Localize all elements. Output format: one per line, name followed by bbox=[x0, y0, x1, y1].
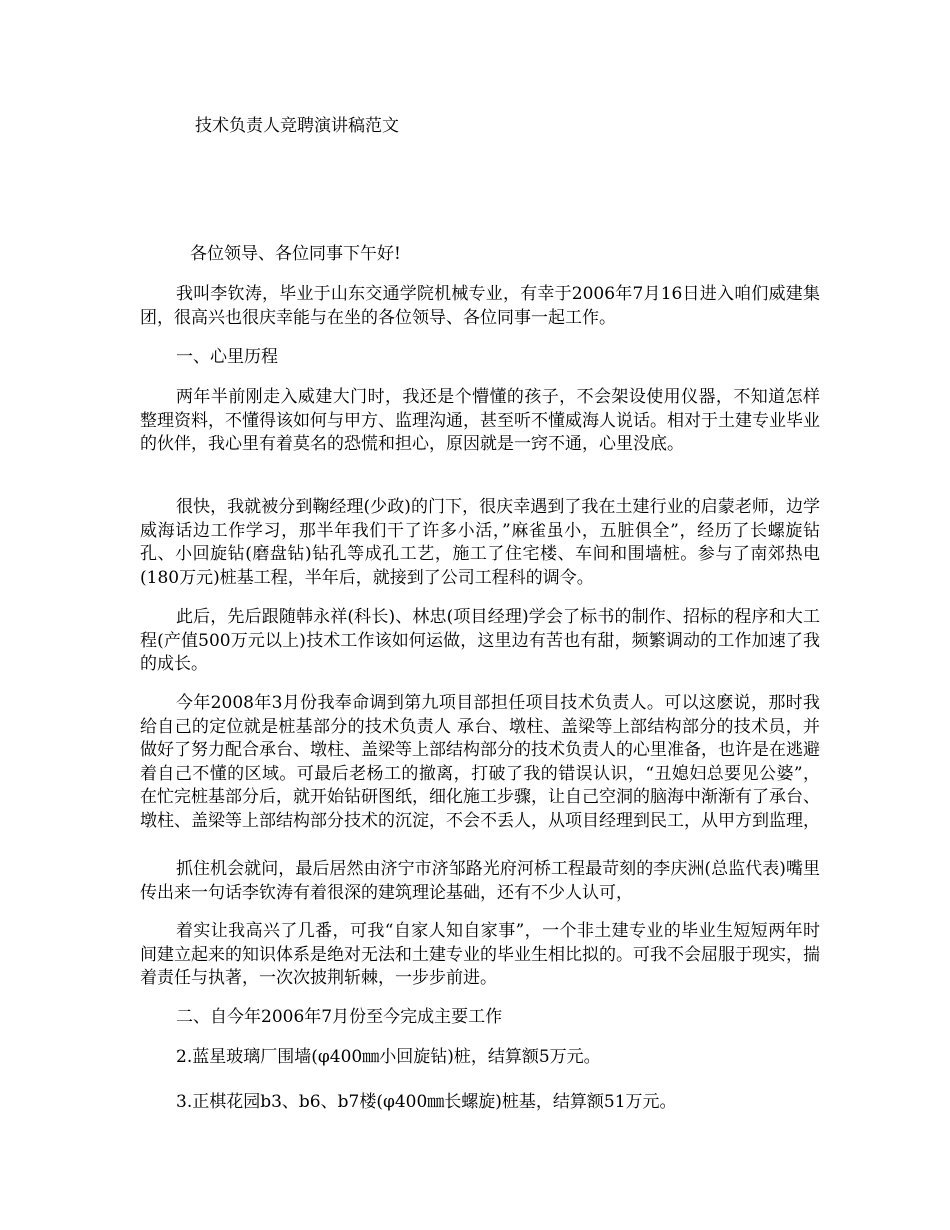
document-title: 技术负责人竞聘演讲稿范文 bbox=[195, 116, 399, 136]
paragraph-history-6: 着实让我高兴了几番，可我“自家人知自家事”，一个非土建专业的毕业生短短两年时间建立起来的知识体系是绝对无法和土建专业的毕业生相比拟的。可我不会屈服于现实，揣着责任与执著，一次次披荆斩棘，一步步前进。 bbox=[140, 921, 820, 988]
section-heading-2: 二、自今年2006年7月份至今完成主要工作 bbox=[176, 1007, 503, 1027]
section-heading-1: 一、心里历程 bbox=[176, 347, 278, 367]
paragraph-history-1: 两年半前刚走入威建大门时，我还是个懵懂的孩子，不会架设使用仪器，不知道怎样整理资料，不懂得该如何与甲方、监理沟通，甚至听不懂威海人说话。相对于土建专业毕业的伙伴，我心里有着莫名的恐慌和担心，原因就是一窍不通，心里没底。 bbox=[140, 387, 820, 454]
paragraph-intro: 我叫李钦涛，毕业于山东交通学院机械专业，有幸于2006年7月16日进入咱们威建集团，很高兴也很庆幸能与在坐的各位领导、各位同事一起工作。 bbox=[140, 284, 820, 328]
paragraph-history-2: 很快，我就被分到鞠经理(少政)的门下，很庆幸遇到了我在土建行业的启蒙老师，边学威海话边工作学习，那半年我们干了许多小活，”麻雀虽小，五脏俱全”，经历了长螺旋钻孔、小回旋钻(磨盘钻)钻孔等成孔工艺，施工了住宅楼、车间和围墙桩。参与了南郊热电(180万元)桩基工程，半年后，就接到了公司工程科的调令。 bbox=[140, 497, 820, 588]
paragraph-history-5: 抓住机会就问，最后居然由济宁市济邹路光府河桥工程最苛刻的李庆洲(总监代表)嘴里传出来一句话李钦涛有着很深的建筑理论基础，还有不少人认可， bbox=[140, 859, 820, 903]
work-item-3: 3.正棋花园b3、b6、b7楼(φ400㎜长螺旋)桩基，结算额51万元。 bbox=[176, 1092, 677, 1112]
greeting-line: 各位领导、各位同事下午好! bbox=[190, 244, 401, 264]
work-item-2: 2.蓝星玻璃厂围墙(φ400㎜小回旋钻)桩，结算额5万元。 bbox=[176, 1047, 601, 1067]
paragraph-history-3: 此后，先后跟随韩永祥(科长)、林忠(项目经理)学会了标书的制作、招标的程序和大工程(产值500万元以上)技术工作该如何运做，这里边有苦也有甜，频繁调动的工作加速了我的成长。 bbox=[140, 607, 820, 674]
paragraph-history-4: 今年2008年3月份我奉命调到第九项目部担任项目技术负责人。可以这麽说，那时我给自己的定位就是桩基部分的技术负责人 承台、墩柱、盖梁等上部结构部分的技术员，并做好了努力配合承台、墩柱、盖梁等上部结构部分的技术负责人的心里准备，也许是在逃避着自己不懂的区域。可最后老杨工的撤离，打破了我的错误认识，“丑媳妇总要见公婆”，在忙完桩基部分后，就开始钻研图纸，细化施工步骤，让自己空洞的脑海中渐渐有了承台、墩柱、盖梁等上部结构部分技术的沉淀，不会不丢人，从项目经理到民工，从甲方到监理， bbox=[140, 693, 820, 831]
